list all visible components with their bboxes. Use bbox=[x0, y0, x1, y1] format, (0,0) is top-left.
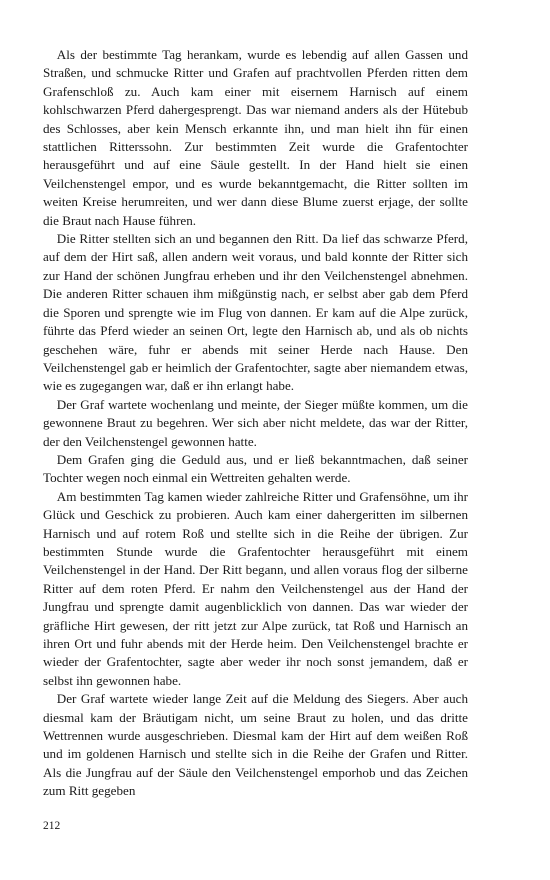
body-text bbox=[43, 46, 468, 801]
paragraph-4: Dem Grafen ging die Geduld aus, und er ließ bekanntmachen, daß seiner Tochter wegen noch einmal ein Wettreiten gehalten werde. bbox=[43, 451, 468, 486]
paragraph-2: Die Ritter stellten sich an und begannen den Ritt. Da lief das schwarze Pferd, auf dem der Hirt saß, allen andern weit voraus, und bald konnte der Ritter sich zur Hand der schönen Jungfrau erheben und ihr den Veilchenstengel abnehmen. Die anderen Ritter schauen ihm mißgünstig nach, er selbst aber gab dem Pferd die Sporen und sprengte wie im Flug von dannen. Er kam auf die Alpe zurück, führte das Pferd wieder an seinen Ort, legte den Harnisch ab, und als ob nichts geschehen wäre, fuhr er abends mit seiner Herde nach Hause. Den Veilchenstengel gab er heimlich der Grafentochter, sagte aber niemandem etwas, wie es zugegangen war, daß er ihn erlangt habe. bbox=[43, 231, 468, 394]
paragraph-5: Am bestimmten Tag kamen wieder zahlreiche Ritter und Grafensöhne, um ihr Glück und Geschick zu probieren. Auch kam einer dahergeritten im silbernen Harnisch und auf rotem Roß und stellte sich in die Reihe der übrigen. Zur bestimmten Stunde wurde die Grafentochter herausgeführt mit einem Veilchenstengel in der Hand. Der Ritt begann, und allen voraus flog der silberne Ritter auf dem roten Pferd. Er nahm den Veilchenstengel aus der Hand der Jungfrau und sprengte damit augenblicklich von dannen. Das war wieder der gräfliche Hirt gewesen, der ritt jetzt zur Alpe zurück, tat Roß und Harnisch an ihren Ort und fuhr abends mit der Herde heim. Den Veilchenstengel brachte er wieder der Grafentochter, sagte aber weder ihr noch sonst jemandem, daß er selbst ihn gewonnen habe. bbox=[43, 488, 468, 688]
paragraph-6: Der Graf wartete wieder lange Zeit auf die Meldung des Siegers. Aber auch diesmal kam der Bräutigam nicht, um seine Braut zu holen, und das dritte Wettrennen wurde ausgeschrieben. Diesmal kam der Hirt auf dem weißen Roß und im goldenen Harnisch und stellte sich in die Reihe der Grafen und Ritter. Als die Jungfrau auf der Säule den Veilchenstengel emporhob und das Zeichen zum Ritt gegeben bbox=[43, 691, 468, 799]
page-number: 212 bbox=[43, 820, 61, 832]
paragraph-3: Der Graf wartete wochenlang und meinte, der Sieger müßte kommen, um die gewonnene Braut zu begehren. Wer sich aber nicht meldete, das war der Ritter, der den Veilchenstengel gewonnen hatte. bbox=[43, 396, 468, 449]
paragraph-1: Als der bestimmte Tag herankam, wurde es lebendig auf allen Gassen und Straßen, und schmucke Ritter und Grafen auf prachtvollen Pferden ritten dem Grafenschloß zu. Auch kam einer mit eisernem Harnisch auf einem kohlschwarzen Pferd dahergesprengt. Das war niemand anders als der Hütebub des Schlosses, aber kein Mensch erkannte ihn, und man hielt ihn für einen stattlichen Ritterssohn. Zur bestimmten Zeit wurde die Grafentochter herausgeführt und auf eine Säule gestellt. In der Hand hielt sie einen Veilchenstengel empor, und es wurde bekanntgemacht, die Ritter sollten im weiten Kreise herumreiten, und wer dann diese Blume zuerst erjage, der sollte die Braut nach Hause führen. bbox=[43, 47, 468, 228]
